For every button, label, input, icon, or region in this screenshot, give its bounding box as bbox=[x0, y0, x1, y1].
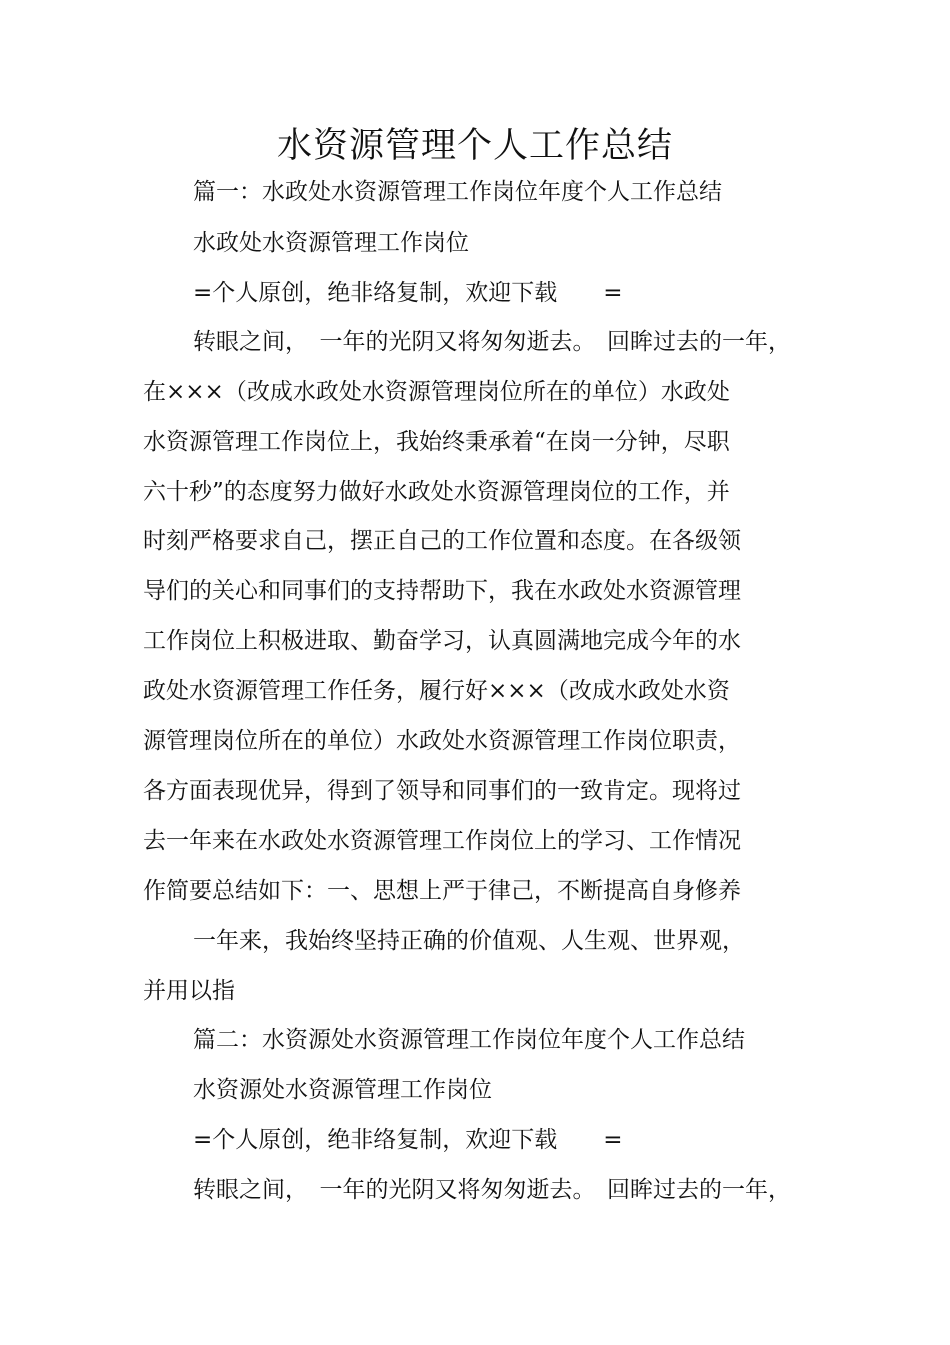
document-title: 水资源管理个人工作总结 bbox=[276, 126, 673, 166]
paragraph-line: 转眼之间， 一年的光阴又将匆匆逝去。 回眸过去的一年， bbox=[193, 329, 791, 355]
paragraph-line: 时刻严格要求自己，摆正自己的工作位置和态度。在各级领 bbox=[143, 528, 741, 554]
paragraph-line: 政处水资源管理工作任务，履行好×××（改成水政处水资 bbox=[143, 678, 730, 704]
section-heading-1: 篇一：水政处水资源管理工作岗位年度个人工作总结 bbox=[193, 179, 722, 205]
position-name-2: 水资源处水资源管理工作岗位 bbox=[193, 1077, 492, 1103]
paragraph-line: 六十秒”的态度努力做好水政处水资源管理岗位的工作，并 bbox=[143, 479, 730, 505]
paragraph-line: 转眼之间， 一年的光阴又将匆匆逝去。 回眸过去的一年， bbox=[193, 1177, 791, 1203]
paragraph-line: 各方面表现优异，得到了领导和同事们的一致肯定。现将过 bbox=[143, 778, 741, 804]
paragraph-line: 工作岗位上积极进取、勤奋学习，认真圆满地完成今年的水 bbox=[143, 628, 741, 654]
paragraph-line: 一年来，我始终坚持正确的价值观、人生观、世界观， bbox=[193, 928, 745, 954]
paragraph-line: 水资源管理工作岗位上，我始终秉承着“在岗一分钟，尽职 bbox=[143, 429, 730, 455]
section-heading-2: 篇二：水资源处水资源管理工作岗位年度个人工作总结 bbox=[193, 1027, 745, 1053]
original-notice-2: =个人原创，绝非络复制，欢迎下载 = bbox=[193, 1127, 623, 1153]
original-notice-1: =个人原创，绝非络复制，欢迎下载 = bbox=[193, 280, 623, 306]
paragraph-line: 并用以指 bbox=[143, 978, 235, 1004]
paragraph-line: 导们的关心和同事们的支持帮助下，我在水政处水资源管理 bbox=[143, 578, 741, 604]
paragraph-line: 在×××（改成水政处水资源管理岗位所在的单位）水政处 bbox=[143, 379, 730, 405]
paragraph-line: 作简要总结如下：一、思想上严于律己，不断提高自身修养 bbox=[143, 878, 741, 904]
paragraph-line: 去一年来在水政处水资源管理工作岗位上的学习、工作情况 bbox=[143, 828, 741, 854]
position-name-1: 水政处水资源管理工作岗位 bbox=[193, 230, 469, 256]
paragraph-line: 源管理岗位所在的单位）水政处水资源管理工作岗位职责， bbox=[143, 728, 741, 754]
